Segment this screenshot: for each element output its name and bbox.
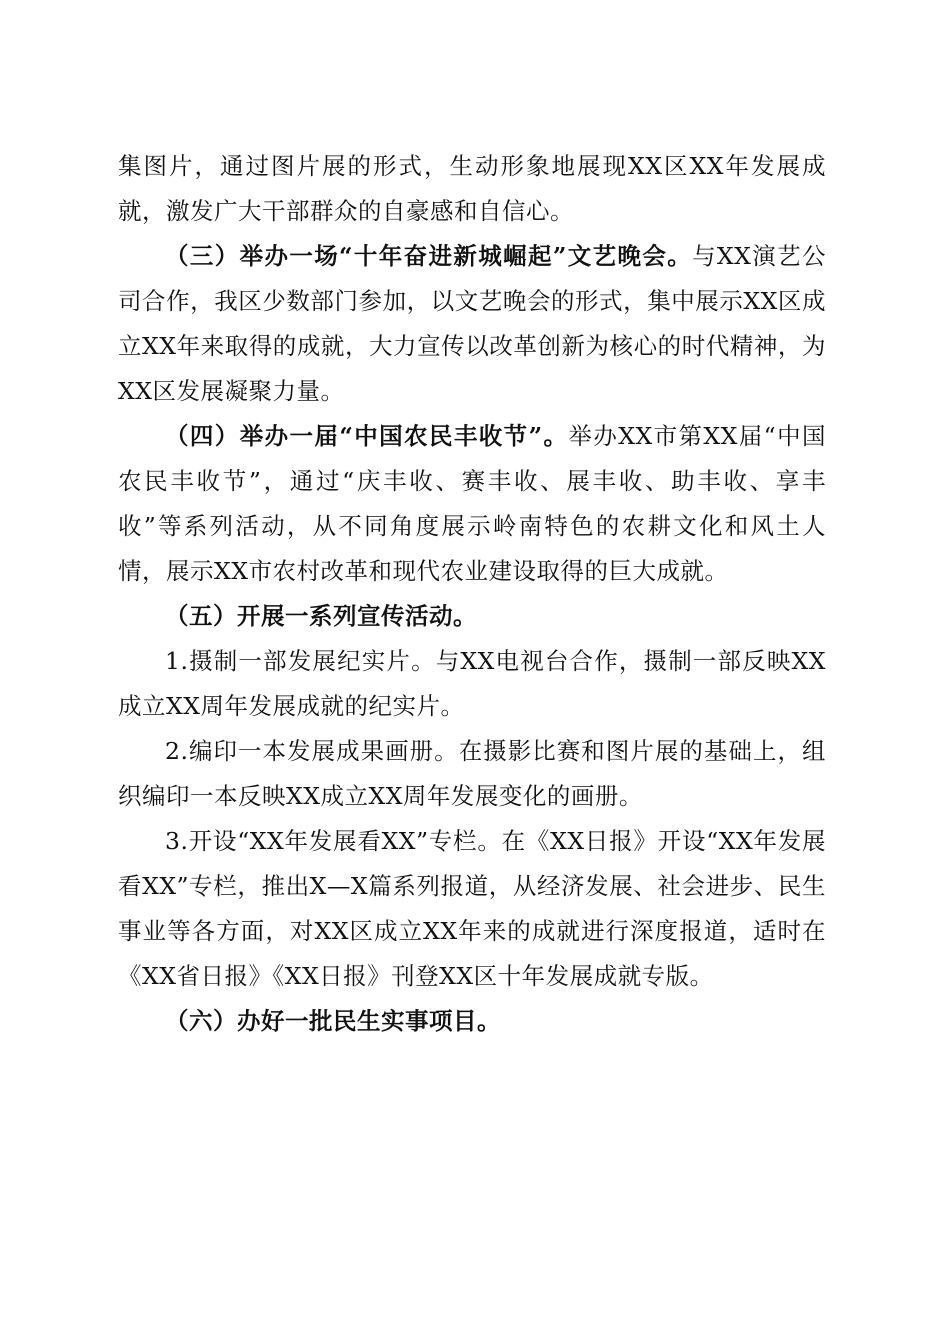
paragraph-body: 2.编印一本发展成果画册。在摄影比赛和图片展的基础上，组织编印一本反映XX成立XX周年发展变化的画册。: [118, 737, 826, 810]
paragraph-body: 与XX演艺公司合作，我区少数部门参加，以文艺晚会的形式，集中展示XX区成立XX年来取得的成就，大力宣传以改革创新为核心的时代精神，为XX区发展凝聚力量。: [118, 242, 826, 405]
section-heading: （六）办好一批民生实事项目。: [165, 1007, 501, 1035]
paragraph-body: 1.摄制一部发展纪实片。与XX电视台合作，摄制一部反映XX成立XX周年发展成就的纪实片。: [118, 647, 826, 720]
paragraph-continuation: [118, 144, 826, 234]
paragraph-body: 3.开设“XX年发展看XX”专栏。在《XX日报》开设“XX年发展看XX”专栏，推出X—X篇系列报道，从经济发展、社会进步、民生事业等各方面，对XX区成立XX年来的成就进行深度报道，适时在《XX省日报》《XX日报》刊登XX区十年发展成就专版。: [118, 827, 826, 990]
section-heading: （三）举办一场“十年奋进新城崛起”文艺晚会。: [165, 242, 693, 270]
section-heading: （四）举办一届“中国农民丰收节”。: [165, 422, 569, 450]
paragraph-section-4: [118, 414, 826, 594]
paragraph-item-2: [118, 729, 826, 819]
paragraph-section-5: [118, 594, 826, 639]
section-heading: （五）开展一系列宣传活动。: [165, 602, 477, 630]
paragraph-section-6: [118, 999, 826, 1044]
paragraph-body: 集图片，通过图片展的形式，生动形象地展现XX区XX年发展成就，激发广大干部群众的自豪感和自信心。: [118, 152, 826, 225]
paragraph-item-1: [118, 639, 826, 729]
paragraph-item-3: [118, 819, 826, 999]
paragraph-body: 举办XX市第XX届“中国农民丰收节”，通过“庆丰收、赛丰收、展丰收、助丰收、享丰收”等系列活动，从不同角度展示岭南特色的农耕文化和风土人情，展示XX市农村改革和现代农业建设取得的巨大成就。: [118, 422, 826, 585]
document-page: [118, 144, 826, 1044]
paragraph-section-3: [118, 234, 826, 414]
